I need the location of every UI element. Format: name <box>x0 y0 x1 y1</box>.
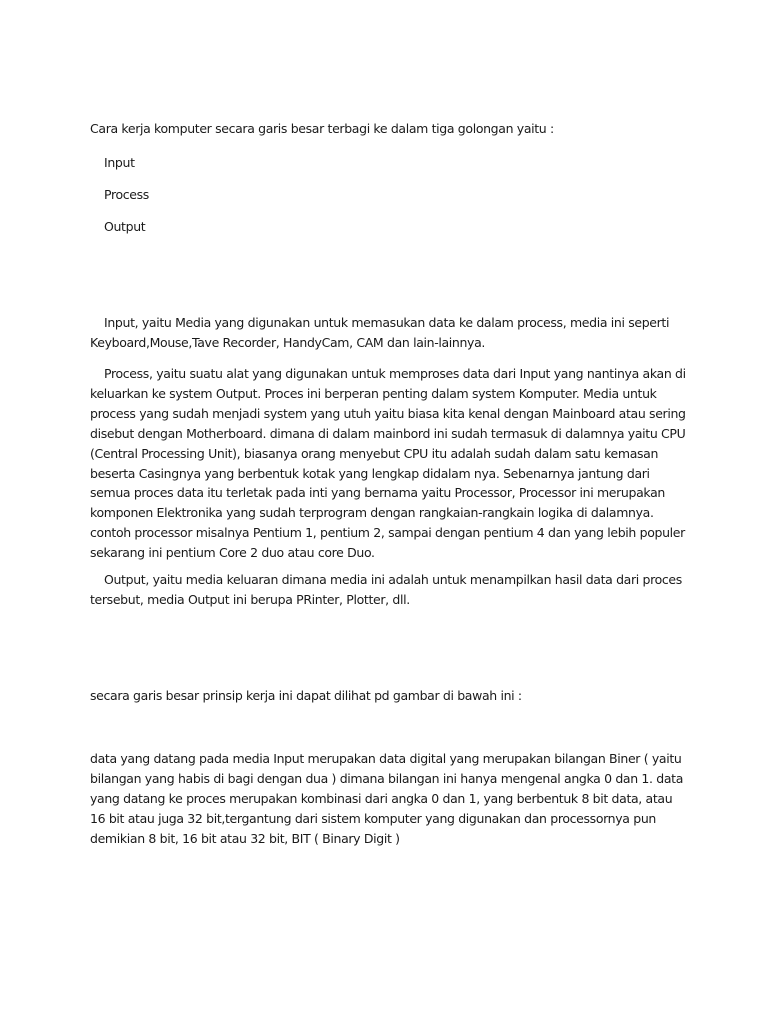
paragraph-output-text: Output, yaitu media keluaran dimana media ini adalah untuk menampilkan hasil data dari proces tersebut, media Output ini berupa PRinter, Plotter, dll. <box>90 572 682 607</box>
paragraph-process-text: Process, yaitu suatu alat yang digunakan untuk memproses data dari Input yang nantinya akan di keluarkan ke system Output. Proces ini berperan penting dalam system Komputer. Media untuk process yang sudah menjadi system yang utuh yaitu biasa kita kenal dengan Mainboard atau sering disebut dengan Motherboard. dimana di dalam mainbord ini sudah termasuk di dalamnya yaitu CPU (Central Processing Unit), biasanya orang menyebut CPU itu adalah sudah dalam satu kemasan beserta Casingnya yang berbentuk kotak yang lengkap didalam nya. Sebenarnya jantung dari semua proces data itu terletak pada inti yang bernama yaitu Processor, Processor ini merupakan komponen Elektronika yang sudah terprogram dengan rangkaian-rangkain logika di dalamnya. contoh processor misalnya Pentium 1, pentium 2, sampai dengan pentium 4 dan yang lebih populer sekarang ini pentium Core 2 duo atau core Duo. <box>90 366 686 561</box>
paragraph-output <box>90 570 690 610</box>
principle-text: secara garis besar prinsip kerja ini dapat dilihat pd gambar di bawah ini : <box>90 688 522 703</box>
intro-text: Cara kerja komputer secara garis besar terbagi ke dalam tiga golongan yaitu : <box>90 121 554 136</box>
paragraph-binary: data yang datang pada media Input merupakan data digital yang merupakan bilangan Biner ( yaitu bilangan yang habis di bagi dengan dua ) dimana bilangan ini hanya mengenal angka 0 dan 1. data yang datang ke proces merupakan kombinasi dari angka 0 dan 1, yang berbentuk 8 bit data, atau 16 bit atau juga 32 bit,tergantung dari sistem komputer yang digunakan dan processornya pun demikian 8 bit, 16 bit atau 32 bit, BIT ( Binary Digit ) <box>90 751 684 846</box>
paragraph-input-text: Input, yaitu Media yang digunakan untuk memasukan data ke dalam process, media ini seperti Keyboard,Mouse,Tave Recorder, HandyCam, CAM dan lain-lainnya. <box>90 315 670 350</box>
paragraph-process <box>90 364 690 563</box>
paragraph-input <box>90 313 690 353</box>
list-item-process: Process <box>104 187 149 202</box>
list-item-output: Output <box>104 219 146 234</box>
list-item-input: Input <box>104 155 135 170</box>
